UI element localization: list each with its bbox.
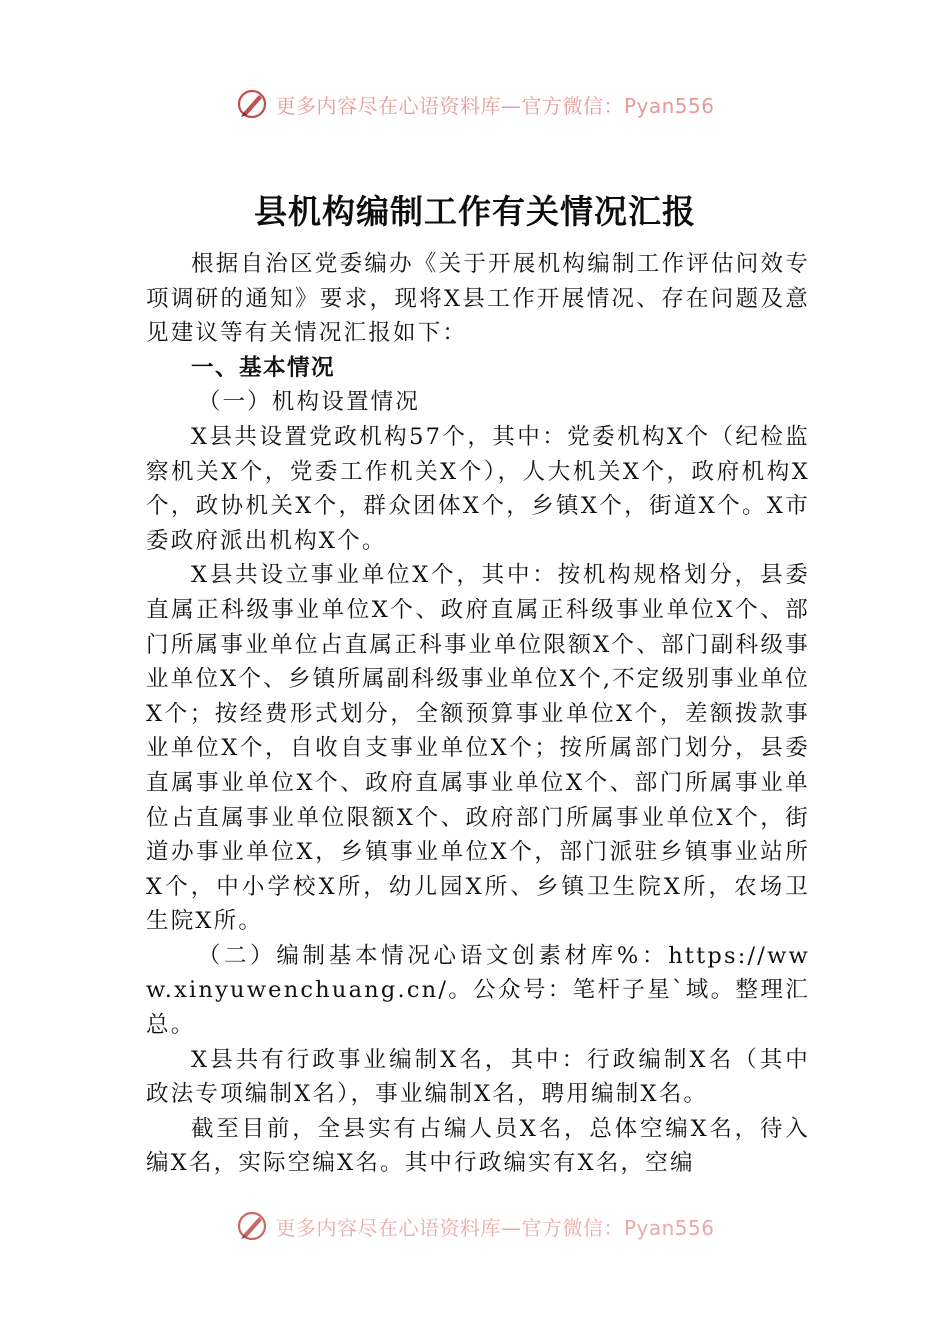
body-paragraph: X县共有行政事业编制X名，其中：行政编制X名（其中政法专项编制X名），事业编制X名，聘用编制X名。 [146,1046,810,1108]
section-heading-basic-info: 一、基本情况 [191,354,336,381]
intro-paragraph: 根据自治区党委编办《关于开展机构编制工作评估问效专项调研的通知》要求，现将X县工作开展情况、存在问题及意见建议等有关情况汇报如下： [146,251,810,347]
document-body [146,247,810,1181]
watermark-text: 更多内容尽在心语资料库—官方微信：Pyan556 [275,1215,715,1240]
subsection-heading-institutions: （一）机构设置情况 [197,389,421,416]
watermark-text: 更多内容尽在心语资料库—官方微信：Pyan556 [275,93,715,118]
body-paragraph: X县共设置党政机构57个，其中：党委机构X个（纪检监察机关X个，党委工作机关X个），人大机关X个，政府机构X个，政协机关X个，群众团体X个，乡镇X个，街道X个。X市委政府派出机构X个。 [146,423,810,554]
body-paragraph: X县共设立事业单位X个，其中：按机构规格划分，县委直属正科级事业单位X个、政府直属正科级事业单位X个、部门所属事业单位占直属正科事业单位限额X个、部门副科级事业单位X个、乡镇所属副科级事业单位X个,不定级别事业单位X个；按经费形式划分，全额预算事业单位X个，差额拨款事业单位X个，自收自支事业单位X个；按所属部门划分，县委直属事业单位X个、政府直属事业单位X个、部门所属事业单位占直属事业单位限额X个、政府部门所属事业单位X个，街道办事业单位X，乡镇事业单位X个，部门派驻乡镇事业站所X个，中小学校X所，幼儿园X所、乡镇卫生院X所，农场卫生院X所。 [146,562,810,935]
document-title: 县机构编制工作有关情况汇报 [254,192,696,231]
body-paragraph: 截至目前，全县实有占编人员X名，总体空编X名，待入编X名，实际空编X名。其中行政编实有X名，空编 [146,1115,810,1177]
pen-circle-logo-icon [235,1209,269,1243]
subsection-heading-staffing: （二）编制基本情况心语文创素材库%：https://www.xinyuwenchuang.cn/。公众号：笔杆子星`域。整理汇总。 [146,942,810,1039]
footer-watermark [0,1208,950,1244]
header-watermark [0,86,950,122]
pen-circle-logo-icon [235,87,269,121]
